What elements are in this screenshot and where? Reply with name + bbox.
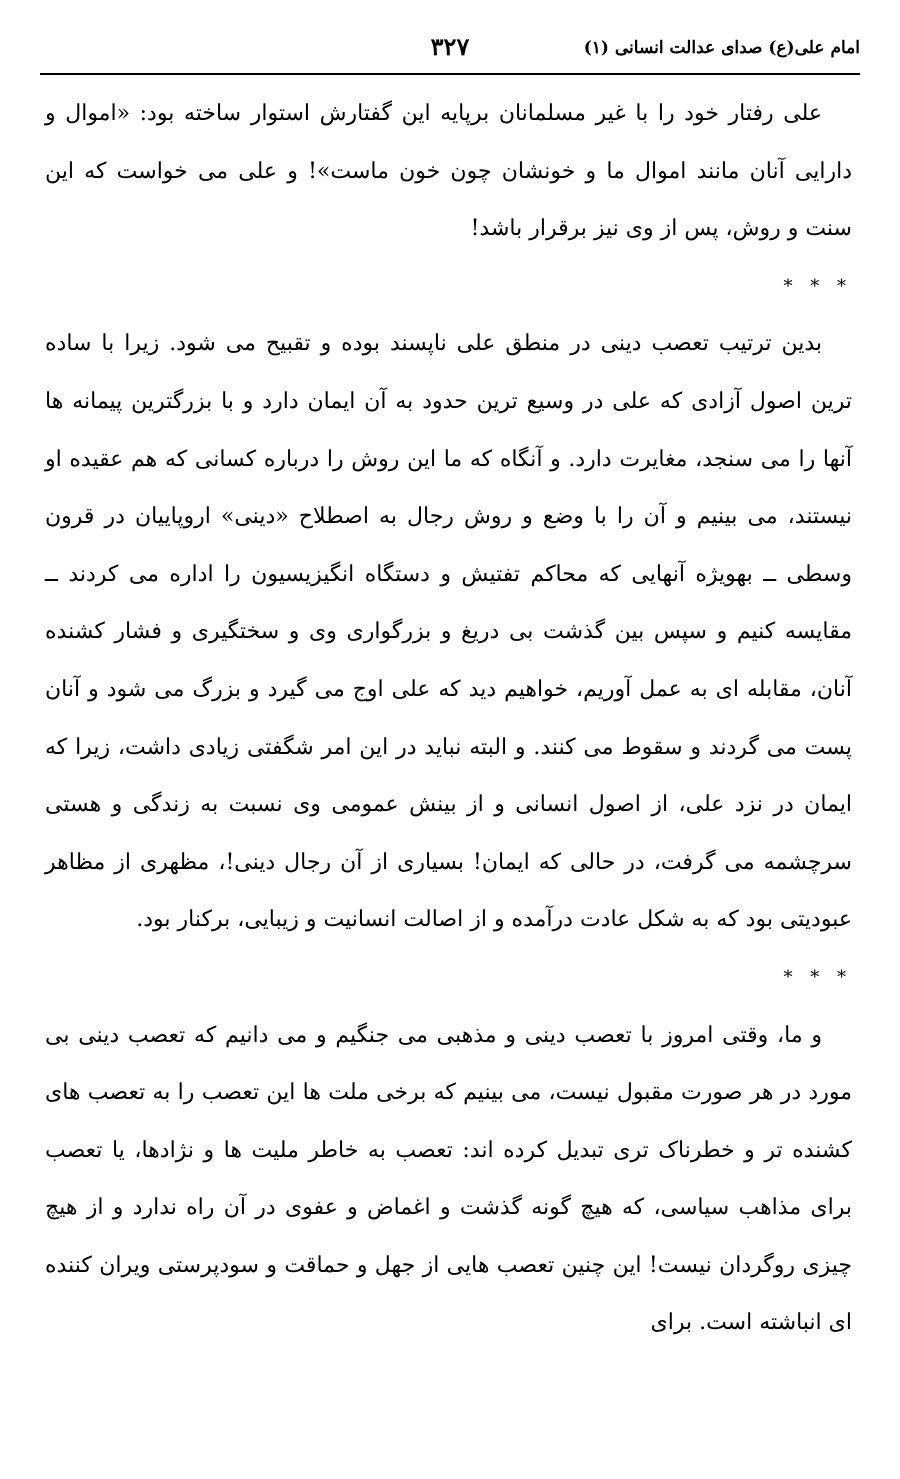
section-separator-1: * * * xyxy=(783,275,852,297)
paragraph-1: علی رفتار خود را با غیر مسلمانان برپایه این گفتارش استوار ساخته بود: «اموال و دارایی آنان مانند اموال ما و خونشان چون خون ماست»! و علی می خواست که این سنت و روش، پس از وی نیز برقرار باشد! xyxy=(45,101,852,242)
running-header xyxy=(40,32,860,72)
section-separator-2: * * * xyxy=(783,966,852,988)
page-number: ۳۲۷ xyxy=(430,32,470,61)
header-book-title: امام علی(ع) صدای عدالت انسانی (۱) xyxy=(583,38,860,58)
body-text xyxy=(45,85,852,1352)
paragraph-3: و ما، وقتی امروز با تعصب دینی و مذهبی می جنگیم و می دانیم که تعصب دینی بی مورد در هر صورت مقبول نیست، می بینیم که برخی ملت ها این تعصب را به تعصب های کشنده تر و خطرناک تری تبدیل کرده اند: تعصب به خاطر ملیت ها و نژادها، یا تعصب برای مذاهب سیاسی، که هیچ گونه گذشت و اغماض و عفوی در آن راه ندارد و از هیچ چیزی روگردان نیست! این چنین تعصب هایی از جهل و حماقت و سودپرستی ویران کننده ای انباشته است. برای xyxy=(45,1022,852,1336)
header-divider xyxy=(40,73,860,75)
paragraph-2: بدین ترتیب تعصب دینی در منطق علی ناپسند بوده و تقبیح می شود. زیرا با ساده ترین اصول آزادی که علی در وسیع ترین حدود به آن ایمان دارد و با بزرگترین پیمانه ها آنها را می سنجد، مغایرت دارد. و آنگاه که ما این روش را درباره کسانی که هم عقیده او نیستند، می بینیم و آن را با وضع و روش رجال به اصطلاح «دینی» اروپاییان در قرون وسطی ــ بهویژه آنهایی که محاکم تفتیش و دستگاه انگیزیسیون را اداره می کردند ــ مقایسه کنیم و سپس بین گذشت بی دریغ و بزرگواری وی و سختگیری و فشار کشنده آنان، مقابله ای به عمل آوریم، خواهیم دید که علی اوج می گیرد و بزرگ می شود و آنان پست می گردند و سقوط می کنند. و البته نباید در این امر شگفتی زیادی داشت، زیرا که ایمان در نزد علی، از اصول انسانی و از بینش عمومی وی نسبت به زندگی و هستی سرچشمه می گرفت، در حالی که ایمان! بسیاری از آن رجال دینی!، مظهری از مظاهر عبودیتی بود که به شکل عادت درآمده و از اصالت انسانیت و زیبایی، برکنار بود. xyxy=(45,331,852,933)
